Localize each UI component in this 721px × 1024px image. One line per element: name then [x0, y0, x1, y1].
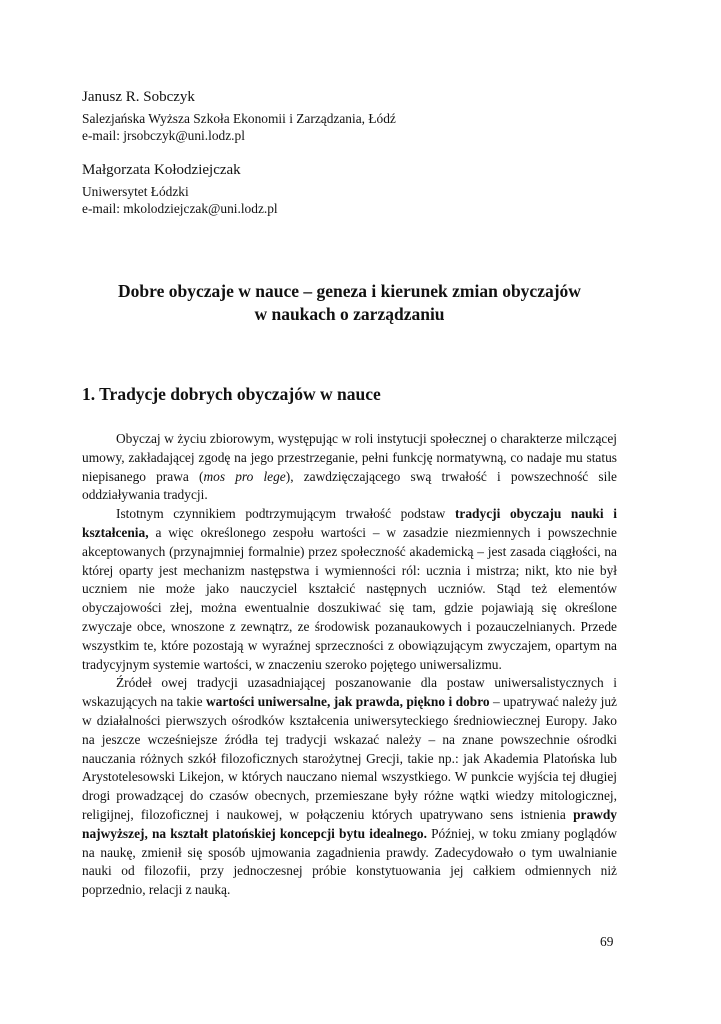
- author-email: e-mail: mkolodziejczak@uni.lodz.pl: [82, 201, 278, 216]
- body-text: [82, 430, 617, 900]
- author-affiliation: Uniwersytet Łódzki: [82, 184, 189, 199]
- author-name: Janusz R. Sobczyk: [82, 89, 195, 105]
- author-email: e-mail: jrsobczyk@uni.lodz.pl: [82, 128, 245, 143]
- author-affiliation: Salezjańska Wyższa Szkoła Ekonomii i Zarządzania, Łódź: [82, 111, 396, 126]
- title-line-1: Dobre obyczaje w nauce – geneza i kierunek zmian obyczajów: [118, 281, 581, 301]
- text-run: ), zawdzięczającego swą trwałość i powszechność sile oddziaływania tradycji.: [82, 468, 618, 503]
- author-name: Małgorzata Kołodziejczak: [82, 162, 241, 178]
- bold-phrase: tradycji obyczaju nauki i kształcenia,: [82, 506, 618, 540]
- paragraph-3: [82, 674, 617, 900]
- text-run: a więc określonego zespołu wartości – w zasadzie niezmiennych i powszechnie akceptowanych (przynajmniej formalnie) przez społeczność akademicką – jest zasada ciągłości, na której oparty jest mechanizm następstwa i wymienności ról: ucznia i mistrza; nikt, kto nie był uczniem nie może jako nauczyciel kształcić następnych uczniów. Stąd też elementów obyczajowości złej, można ewentualnie doszukiwać się tam, gdzie pojawiają się określone zwyczaje obce, wnoszone z zewnątrz, ze środowisk pozanaukowych i pozauczelnianych. Przede wszystkim te, które pozostają w wyraźnej sprzeczności z obowiązującym zwyczajem, opartym na tradycyjnym systemie wartości, w znaczeniu szeroko pojętego uniwersalizmu.: [82, 524, 617, 672]
- paragraph-1: [82, 430, 617, 505]
- section-heading: 1. Tradycje dobrych obyczajów w nauce: [82, 384, 381, 404]
- bold-phrase: prawdy najwyższej, na kształt platońskiej koncepcji bytu idealnego.: [82, 806, 617, 841]
- text-run: Obyczaj w życiu zbiorowym, występując w roli instytucji społecznej o charakterze milczącej umowy, zakładającej zgodę na jego przestrzeganie, pełni funkcję normatywną, co nadaje mu status niepisanego prawa (: [82, 431, 617, 484]
- paragraph-2: [82, 505, 617, 674]
- italic-term: mos pro lege: [203, 468, 286, 484]
- text-run: Źródeł owej tradycji uzasadniającej poszanowanie dla postaw uniwersalistycznych i wskazujących na takie: [82, 675, 617, 710]
- text-run: Istotnym czynnikiem podtrzymującym trwałość podstaw: [116, 506, 455, 522]
- text-run: Później, w toku zmiany poglądów na naukę, zmienił się sposób ujmowania zagadnienia prawdy. Zadecydowało o tym uwalnianie nauki od filozofii, przy jednoczesnej próbie konstytuowania jej całkiem odmiennych niż poprzednio, relacji z nauką.: [82, 825, 617, 898]
- page-number: 69: [600, 934, 614, 949]
- paper-title: [82, 280, 617, 326]
- title-line-2: w naukach o zarządzaniu: [254, 304, 445, 324]
- author-1: [82, 88, 642, 144]
- bold-phrase: wartości uniwersalne, jak prawda, piękno i dobro: [206, 694, 490, 710]
- text-run: – upatrywać należy już w działalności pierwszych ośrodków kształcenia uniwersyteckiego średniowiecznej Europy. Jako na jeszcze wcześniejsze źródła tej tradycji wskazać należy – na znane powszechnie ośrodki nauczania różnych szkół filozoficznych starożytnej Grecji, takie np.: jak Akademia Platońska lub Arystotelesowski Likejon, w których nauczano niemal wszystkiego. W punkcie wyjścia tej długiej drogi prowadzącej do czasów obecnych, przemieszane były różne wątki wiedzy mitologicznej, religijnej, filozoficznej i naukowej, w połączeniu których upatrywano sens istnienia: [82, 694, 617, 822]
- author-2: [82, 161, 642, 217]
- author-block: [82, 88, 642, 234]
